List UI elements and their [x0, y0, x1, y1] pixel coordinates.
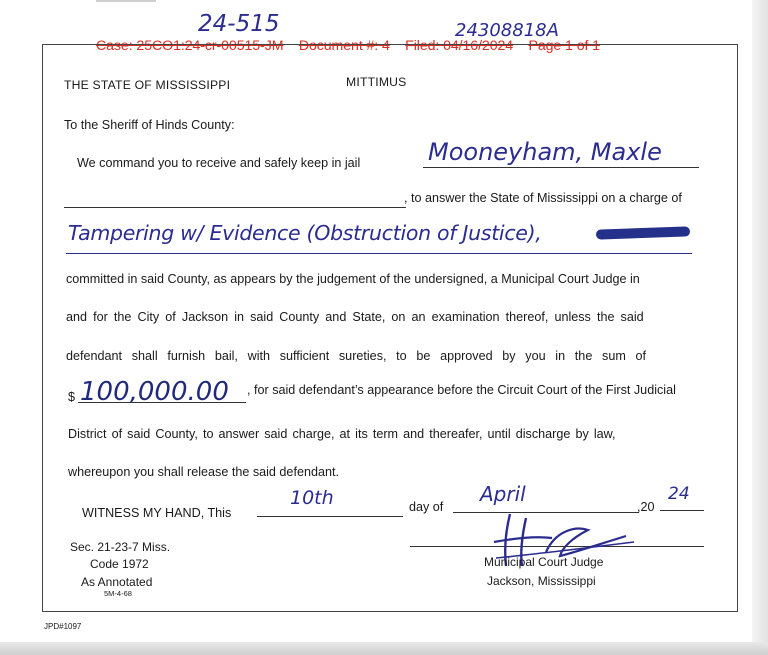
footer-code: JPD#1097 [44, 622, 82, 631]
stamp-case: Case: 25CO1:24-cr-00515-JM [96, 38, 284, 54]
page-edge-shadow [752, 0, 768, 655]
year-prefix: ,20 [637, 500, 655, 514]
judge-location: Jackson, Mississippi [487, 574, 596, 588]
bail-line: defendant shall furnish bail, with sufficient sureties, to be approved by you in the sum of [66, 349, 647, 363]
form-title: MITTIMUS [346, 75, 407, 89]
handwritten-bail-amount: 100,000.00 [80, 377, 229, 407]
witness-text: WITNESS MY HAND, This [82, 506, 232, 520]
city-line: and for the City of Jackson in said County and State, on an examination thereof, unless the said [66, 310, 644, 324]
charge-underline [66, 253, 692, 254]
stamp-filed: Filed: 04/16/2024 [405, 38, 514, 54]
handwritten-year: 24 [668, 484, 690, 504]
release-line: whereupon you shall release the said defendant. [68, 465, 339, 479]
dollar-sign: $ [68, 390, 76, 404]
handwritten-defendant-name: Mooneyham, Maxle [428, 138, 662, 166]
handwritten-day: 10th [290, 487, 334, 509]
statute-line-1: Sec. 21-23-7 Miss. [70, 540, 171, 554]
defendant-name-continuation-line [64, 207, 406, 208]
district-line: District of said County, to answer said charge, at its term and thereafer, until discharge by law, [68, 427, 616, 441]
handwritten-case-number: 24-515 [198, 11, 280, 37]
command-text: We command you to receive and safely keep in jail [77, 156, 361, 170]
page-bottom-shadow [0, 642, 768, 655]
answer-text: , to answer the State of Mississippi on a charge of [404, 191, 682, 205]
state-heading: THE STATE OF MISSISSIPPI [64, 78, 231, 92]
day-line [257, 516, 403, 517]
year-line [660, 510, 704, 511]
day-of-text: day of [409, 500, 444, 514]
stamp-document: Document #: 4 [298, 38, 390, 54]
statute-line-3: As Annotated [81, 575, 153, 589]
scan-artifact-line [96, 0, 156, 2]
handwritten-charge: Tampering w/ Evidence (Obstruction of Justice), [68, 221, 542, 245]
judge-title: Municipal Court Judge [484, 555, 604, 569]
stamp-page: Page 1 of 1 [528, 38, 600, 54]
statute-line-2: Code 1972 [90, 557, 149, 571]
handwritten-month: April [480, 482, 526, 506]
defendant-name-line [423, 167, 699, 168]
appearance-text: , for said defendant’s appearance before the Circuit Court of the First Judicial [247, 383, 676, 397]
form-code: 5M-4-68 [104, 589, 132, 598]
committed-line: committed in said County, as appears by the judgement of the undersigned, a Municipal Court Judge in [66, 272, 640, 286]
handwritten-reference-number: 24308818A [455, 20, 559, 41]
to-sheriff: To the Sheriff of Hinds County: [64, 118, 235, 132]
